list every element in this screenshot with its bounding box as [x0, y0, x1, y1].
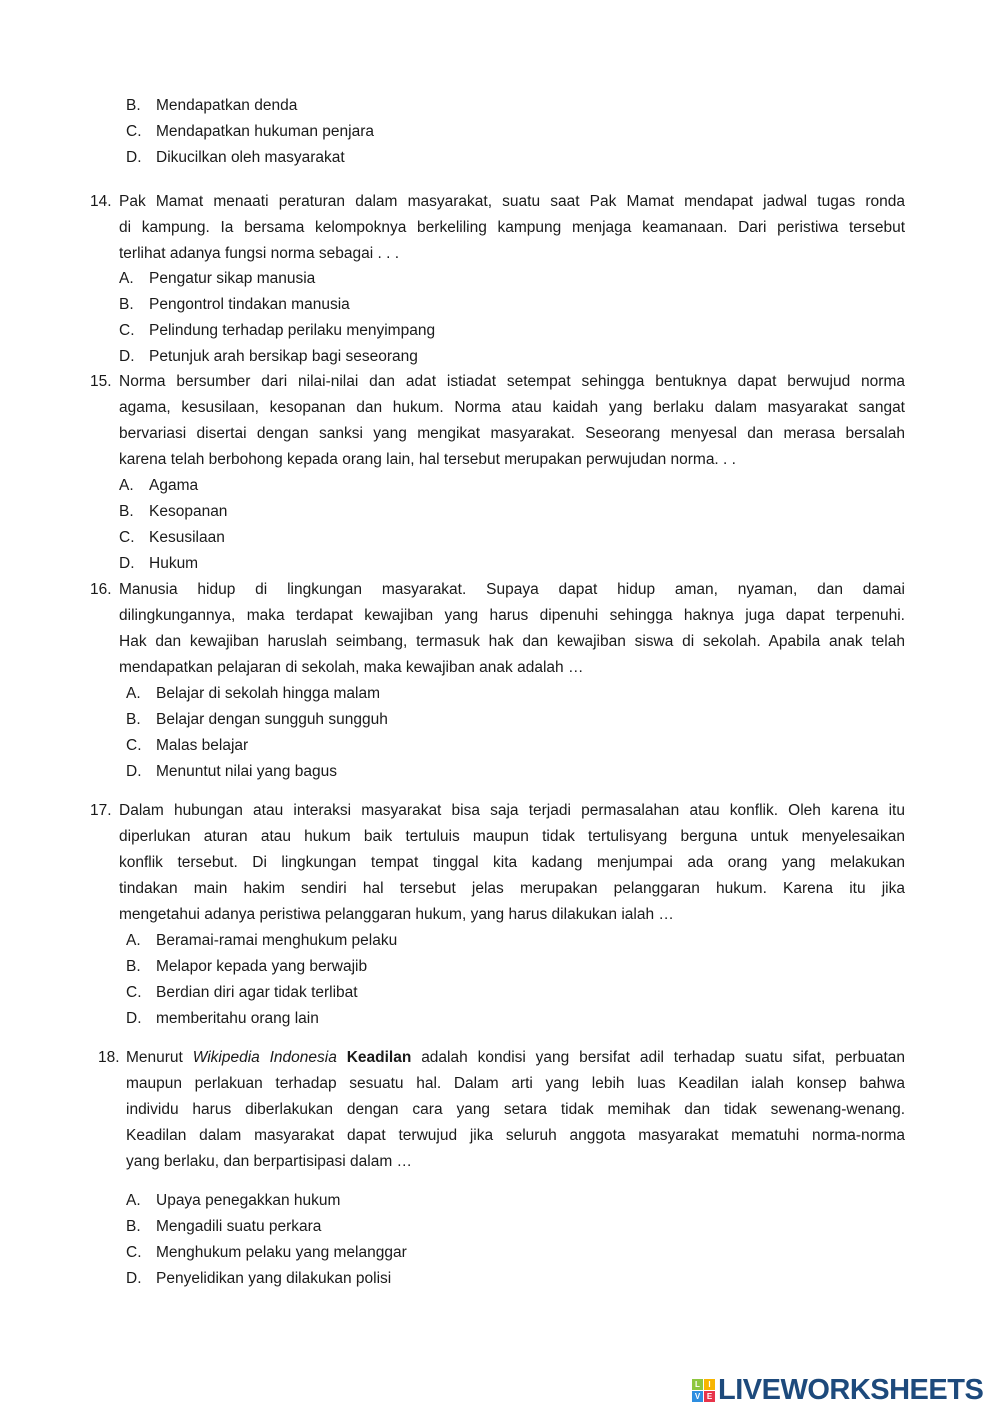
logo-tile: L: [692, 1379, 703, 1390]
option-text: Mendapatkan hukuman penjara: [156, 123, 375, 140]
option-letter: A.: [126, 932, 141, 949]
option-text: Kesopanan: [149, 503, 228, 520]
question-number: 18.: [98, 1049, 120, 1066]
option-letter: D.: [126, 1010, 142, 1027]
question-text-line: individu harus diberlakukan dengan cara yang setara tidak memihak dan tidak sewenang-wenang.: [126, 1101, 905, 1118]
option-text: Upaya penegakkan hukum: [156, 1192, 341, 1209]
question-text-line: terlihat adanya fungsi norma sebagai . . .: [119, 245, 400, 262]
option-letter: A.: [119, 477, 134, 494]
option-letter: C.: [126, 1244, 142, 1261]
question-text-line: Hak dan kewajiban haruslah seimbang, termasuk hak dan kewajiban siswa di sekolah. Apabila anak telah: [119, 633, 905, 650]
question-text-line: agama, kesusilaan, kesopanan dan hukum. Norma atau kaidah yang berlaku dalam masyarakat sangat: [119, 399, 905, 416]
text-run: Menurut: [126, 1049, 193, 1066]
keyword: Keadilan: [346, 1049, 412, 1066]
option-text: Mendapatkan denda: [156, 97, 298, 114]
question-text-line: mengetahui adanya peristiwa pelanggaran hukum, yang harus dilakukan ialah …: [119, 906, 674, 923]
question-text-line: maupun perlakuan terhadap sesuatu hal. Dalam arti yang lebih luas Keadilan ialah konsep bahwa: [126, 1075, 905, 1092]
option-text: Penyelidikan yang dilakukan polisi: [156, 1270, 392, 1287]
logo-tile: E: [704, 1391, 715, 1402]
option-letter: C.: [119, 529, 135, 546]
option-letter: A.: [126, 685, 141, 702]
question-text-line: yang berlaku, dan berpartisipasi dalam …: [126, 1153, 413, 1170]
option-letter: B.: [126, 1218, 141, 1235]
question-text-line: Manusia hidup di lingkungan masyarakat. Supaya dapat hidup aman, nyaman, dan damai: [119, 581, 905, 598]
option-text: Petunjuk arah bersikap bagi seseorang: [149, 348, 418, 365]
logo-tile: V: [692, 1391, 703, 1402]
question-text-line: [126, 1045, 905, 1071]
question-text-line: diperlukan aturan atau hukum baik tertuluis maupun tidak tertulisyang berguna untuk menyelesaikan: [119, 828, 905, 845]
liveworksheets-logo: [692, 1374, 983, 1407]
option-letter: C.: [126, 737, 142, 754]
option-letter: D.: [126, 763, 142, 780]
option-letter: C.: [126, 984, 142, 1001]
option-text: Malas belajar: [156, 737, 249, 754]
option-text: Beramai-ramai menghukum pelaku: [156, 932, 398, 949]
option-text: Belajar dengan sungguh sungguh: [156, 711, 388, 728]
option-text: Pelindung terhadap perilaku menyimpang: [149, 322, 436, 339]
question-text-line: Pak Mamat menaati peraturan dalam masyarakat, suatu saat Pak Mamat mendapat jadwal tugas ronda: [119, 193, 905, 210]
option-text: Pengontrol tindakan manusia: [149, 296, 350, 313]
question-number: 14.: [90, 193, 112, 210]
option-text: Hukum: [149, 555, 199, 572]
option-text: Dikucilkan oleh masyarakat: [156, 149, 345, 166]
option-text: Mengadili suatu perkara: [156, 1218, 322, 1235]
option-letter: C.: [126, 123, 142, 140]
option-letter: B.: [126, 958, 141, 975]
option-letter: B.: [126, 97, 141, 114]
option-text: Berdian diri agar tidak terlibat: [156, 984, 358, 1001]
question-number: 17.: [90, 802, 112, 819]
option-text: Menghukum pelaku yang melanggar: [156, 1244, 407, 1261]
option-text: Kesusilaan: [149, 529, 225, 546]
question-text-line: dilingkungannya, maka terdapat kewajiban yang harus dipenuhi sehingga haknya juga dapat terpenuhi.: [119, 607, 905, 624]
question-text-line: di kampung. Ia bersama kelompoknya berkeliling kampung menjaga keamanaan. Dari peristiwa tersebut: [119, 219, 905, 236]
option-text: memberitahu orang lain: [156, 1010, 319, 1027]
option-letter: D.: [126, 1270, 142, 1287]
logo-text: LIVEWORKSHEETS: [718, 1374, 984, 1406]
question-number: 15.: [90, 373, 112, 390]
option-text: Pengatur sikap manusia: [149, 270, 316, 287]
question-text-line: tindakan main hakim sendiri hal tersebut jelas merupakan pelanggaran hukum. Karena itu jika: [119, 880, 905, 897]
option-letter: A.: [126, 1192, 141, 1209]
option-text: Belajar di sekolah hingga malam: [156, 685, 381, 702]
question-number: 16.: [90, 581, 112, 598]
option-text: Melapor kepada yang berwajib: [156, 958, 368, 975]
logo-tiles-icon: [692, 1379, 715, 1402]
option-letter: D.: [119, 555, 135, 572]
option-letter: B.: [119, 296, 134, 313]
question-text-line: mendapatkan pelajaran di sekolah, maka kewajiban anak adalah …: [119, 659, 584, 676]
logo-tile: I: [704, 1379, 715, 1390]
option-letter: D.: [126, 149, 142, 166]
question-text-line: karena telah berbohong kepada orang lain, hal tersebut merupakan perwujudan norma. . .: [119, 451, 736, 468]
question-text-line: Dalam hubungan atau interaksi masyarakat bisa saja terjadi permasalahan atau konflik. Oleh karena itu: [119, 802, 905, 819]
option-letter: C.: [119, 322, 135, 339]
question-text-line: Norma bersumber dari nilai-nilai dan adat istiadat setempat sehingga bentuknya dapat berwujud norma: [119, 373, 905, 390]
question-text-line: bervariasi disertai dengan sanksi yang mengikat masyarakat. Seseorang menyesal dan merasa bersalah: [119, 425, 905, 442]
option-letter: D.: [119, 348, 135, 365]
source-name: Wikipedia Indonesia: [192, 1049, 337, 1066]
question-text-line: Keadilan dalam masyarakat dapat terwujud jika seluruh anggota masyarakat mematuhi norma-norma: [126, 1127, 905, 1144]
question-text-line: konflik tersebut. Di lingkungan tempat tinggal kita kadang menjumpai ada orang yang melakukan: [119, 854, 905, 871]
option-text: Menuntut nilai yang bagus: [156, 763, 337, 780]
option-letter: B.: [126, 711, 141, 728]
option-letter: B.: [119, 503, 134, 520]
option-text: Agama: [149, 477, 199, 494]
option-letter: A.: [119, 270, 134, 287]
text-run: adalah kondisi yang bersifat adil terhadap suatu sifat, perbuatan: [421, 1049, 905, 1066]
